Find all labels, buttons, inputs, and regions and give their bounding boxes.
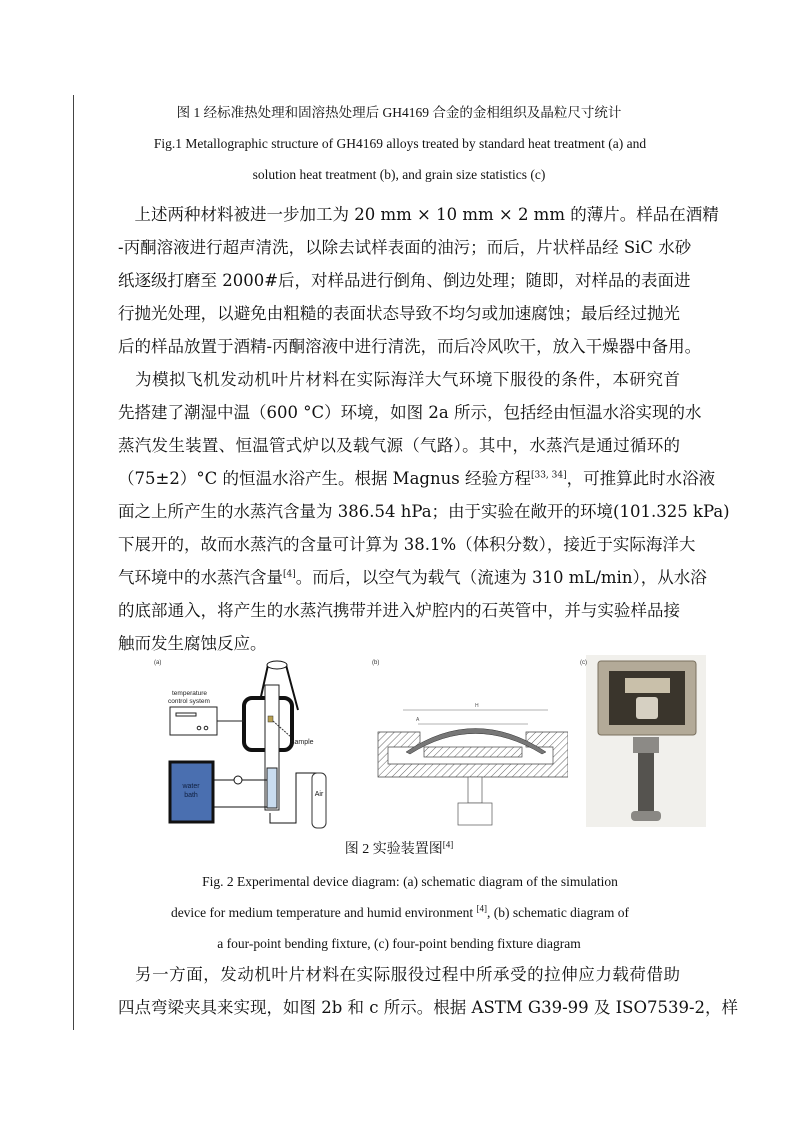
- para1-line: 上述两种材料被进一步加工为 20 mm × 10 mm × 2 mm 的薄片。样品在酒精: [118, 205, 719, 224]
- text: （75±2）°C 的恒温水浴产生。根据 Magnus 经验方程: [118, 469, 531, 488]
- air-cylinder: [312, 773, 326, 828]
- nut: [636, 697, 658, 719]
- sample-mark: [268, 716, 273, 722]
- para3-line: 四点弯梁夹具来实现，如图 2b 和 c 所示。根据 ASTM G39-99 及 ISO7539-2，样: [118, 998, 739, 1017]
- bolt-head: [631, 811, 661, 821]
- para2-line: 触而发生腐蚀反应。: [118, 634, 267, 653]
- text: 图 2 实验装置图: [344, 842, 443, 857]
- citation: [4]: [442, 839, 454, 850]
- citation: [4]: [283, 569, 296, 580]
- hex-nut: [633, 737, 659, 753]
- panel-b-label: (b): [372, 660, 380, 666]
- citation: [33, 34]: [530, 470, 567, 481]
- text: 。而后，以空气为载气（流速为 310 mL/min），从水浴: [295, 568, 707, 587]
- text: , (b) schematic diagram of: [486, 905, 630, 920]
- para2-line: [118, 568, 707, 588]
- pump-icon: [234, 776, 242, 784]
- para2-line: 下展开的，故而水蒸汽的含量可计算为 38.1%（体积分数），接近于实际海洋大: [118, 535, 696, 554]
- temp-control-label: control system: [168, 698, 210, 705]
- fig2-caption-en-3: a four-point bending fixture, (c) four-point bending fixture diagram: [217, 936, 581, 951]
- water-bath-label: bath: [184, 792, 198, 799]
- threaded-bolt: [638, 753, 654, 811]
- panel-c-label: (c): [580, 660, 587, 666]
- fig1-caption-en-2: solution heat treatment (b), and grain size statistics (c): [252, 167, 546, 182]
- text: ，可推算此时水浴液: [566, 469, 716, 488]
- para3-line: 另一方面，发动机叶片材料在实际服役过程中所承受的拉伸应力载荷借助: [118, 965, 680, 984]
- para2-line: 面之上所产生的水蒸汽含量为 386.54 hPa；由于实验在敞开的环境(101.325 kPa): [118, 502, 730, 521]
- sample-label: sample: [291, 739, 314, 746]
- para2-line: 蒸汽发生装置、恒温管式炉以及载气源（气路）。其中，水蒸汽是通过循环的: [118, 436, 680, 455]
- para2-line: [118, 469, 716, 489]
- margin-rule: [73, 95, 74, 1030]
- panel-a-label: (a): [154, 660, 162, 666]
- loading-block: [424, 747, 522, 757]
- figure-2a-schematic: [148, 655, 348, 835]
- para2-line: 先搭建了潮湿中温（600 °C）环境，如图 2a 所示，包括经由恒温水浴实现的水: [118, 403, 702, 422]
- para1-line: 行抛光处理，以避免由粗糙的表面状态导致不均匀或加速腐蚀；最后经过抛光: [118, 304, 680, 323]
- para2-line: 为模拟飞机发动机叶片材料在实际海洋大气环境下服役的条件，本研究首: [118, 370, 680, 389]
- text: device for medium temperature and humid environment: [170, 905, 477, 920]
- air-label: Air: [314, 791, 324, 798]
- temp-control-label: temperature: [172, 690, 208, 697]
- fig2-caption-zh: [118, 840, 680, 860]
- furnace-top: [267, 661, 287, 669]
- figure-2c-fixture-photo: [580, 655, 710, 835]
- citation: [4]: [476, 903, 487, 914]
- para1-line: -丙酮溶液进行超声清洗，以除去试样表面的油污；而后，片状样品经 SiC 水砂: [118, 238, 692, 257]
- humidifier: [267, 768, 277, 808]
- dimension-a: A: [416, 717, 420, 723]
- fig1-caption-zh: 图 1 经标准热处理和固溶热处理后 GH4169 合金的金相组织及晶粒尺寸统计: [176, 105, 622, 120]
- text: 气环境中的水蒸汽含量: [118, 568, 283, 587]
- fig1-caption-en-1: Fig.1 Metallographic structure of GH4169 alloys treated by standard heat treatment (a) and: [153, 136, 647, 151]
- dimension-h: H: [475, 703, 479, 709]
- loading-plate: [625, 678, 670, 693]
- screw-head: [458, 803, 492, 825]
- temperature-control-box: [170, 707, 217, 735]
- screw-shank: [468, 777, 482, 803]
- fig2-caption-en-1: Fig. 2 Experimental device diagram: (a) schematic diagram of the simulation: [202, 874, 618, 889]
- fig2-caption-en-2: [110, 903, 690, 923]
- figure-2b-fixture-drawing: [358, 655, 568, 835]
- para1-line: 后的样品放置于酒精-丙酮溶液中进行清洗，而后冷风吹干，放入干燥器中备用。: [118, 337, 702, 356]
- para2-line: 的底部通入，将产生的水蒸汽携带并进入炉腔内的石英管中，并与实验样品接: [118, 601, 680, 620]
- water-bath-label: water: [182, 783, 200, 790]
- para1-line: 纸逐级打磨至 2000#后，对样品进行倒角、倒边处理；随即，对样品的表面进: [118, 271, 691, 290]
